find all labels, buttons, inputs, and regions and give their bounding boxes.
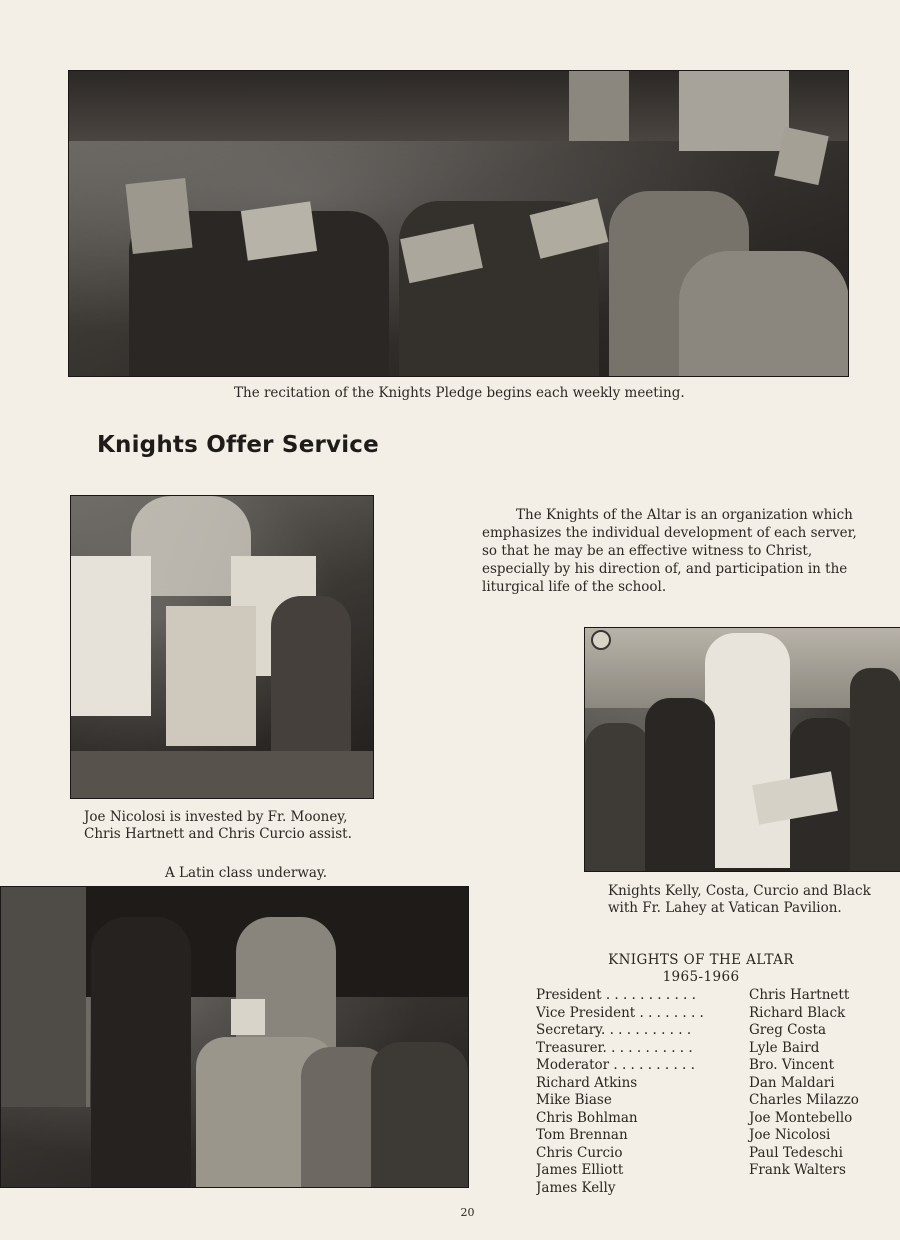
roster-row: [536, 1127, 876, 1145]
roster-left: Mike Biase: [536, 1092, 612, 1108]
latin-class-caption: A Latin class underway.: [165, 865, 328, 881]
roster-row: [536, 1092, 876, 1110]
roster-right: Joe Nicolosi: [749, 1127, 831, 1143]
vatican-pavilion-photo: [584, 627, 900, 872]
vatican-caption-line2: with Fr. Lahey at Vatican Pavilion.: [608, 900, 842, 916]
roster-left: Secretary. . . . . . . . . . .: [536, 1022, 692, 1038]
roster-row: [536, 1005, 876, 1023]
roster-title-text: KNIGHTS OF THE ALTAR: [608, 952, 794, 968]
roster-row: [536, 1110, 876, 1128]
roster-right: Greg Costa: [749, 1022, 827, 1038]
roster-left: President . . . . . . . . . . .: [536, 987, 696, 1003]
roster-right: Dan Maldari: [749, 1074, 835, 1091]
organization-paragraph: The Knights of the Altar is an organization which emphasizes the individual development of each server, so that he may be an effective witness to Christ, especially by his direction of, and participation in the liturgical life of the school.: [482, 507, 857, 595]
roster-left: James Kelly: [536, 1179, 616, 1196]
roster-left: James Elliott: [536, 1162, 624, 1178]
roster-left: Chris Bohlman: [536, 1109, 638, 1126]
roster-right: Chris Hartnett: [749, 987, 850, 1003]
roster-row: [536, 1162, 876, 1180]
roster-right: Frank Walters: [749, 1162, 846, 1178]
investiture-caption-line2: Chris Hartnett and Chris Curcio assist.: [84, 826, 352, 842]
roster-row: [536, 1022, 876, 1040]
roster-row: [536, 1180, 876, 1198]
roster-left: Treasurer. . . . . . . . . . .: [536, 1039, 693, 1056]
page-number: 20: [460, 1206, 475, 1219]
pledge-photo: [68, 70, 849, 377]
roster-right: Joe Montebello: [749, 1109, 853, 1126]
page-heading: Knights Offer Service: [97, 432, 379, 458]
roster-row: [536, 1145, 876, 1163]
pledge-caption: The recitation of the Knights Pledge begins each weekly meeting.: [234, 385, 685, 401]
latin-class-photo: [0, 886, 469, 1188]
roster-year: 1965-1966: [662, 969, 740, 985]
roster-right: Bro. Vincent: [749, 1057, 835, 1073]
roster-left: Vice President . . . . . . . .: [536, 1004, 704, 1021]
roster-left: Moderator . . . . . . . . . .: [536, 1057, 695, 1073]
roster-left: Richard Atkins: [536, 1074, 638, 1091]
investiture-photo: [70, 495, 374, 799]
roster-right: Richard Black: [749, 1004, 846, 1021]
roster-right: Lyle Baird: [749, 1039, 820, 1056]
roster-list: [536, 987, 876, 1197]
roster-row: [536, 1057, 876, 1075]
roster-row: [536, 1075, 876, 1093]
investiture-caption-line1: Joe Nicolosi is invested by Fr. Mooney,: [84, 809, 348, 825]
roster-left: Tom Brennan: [536, 1127, 628, 1143]
roster-row: [536, 1040, 876, 1058]
roster-right: Paul Tedeschi: [749, 1144, 843, 1161]
roster-right: Charles Milazzo: [749, 1092, 859, 1108]
roster-left: Chris Curcio: [536, 1144, 623, 1161]
roster-row: [536, 987, 876, 1005]
vatican-caption-line1: Knights Kelly, Costa, Curcio and Black: [608, 883, 871, 899]
roster-title: [536, 952, 866, 986]
